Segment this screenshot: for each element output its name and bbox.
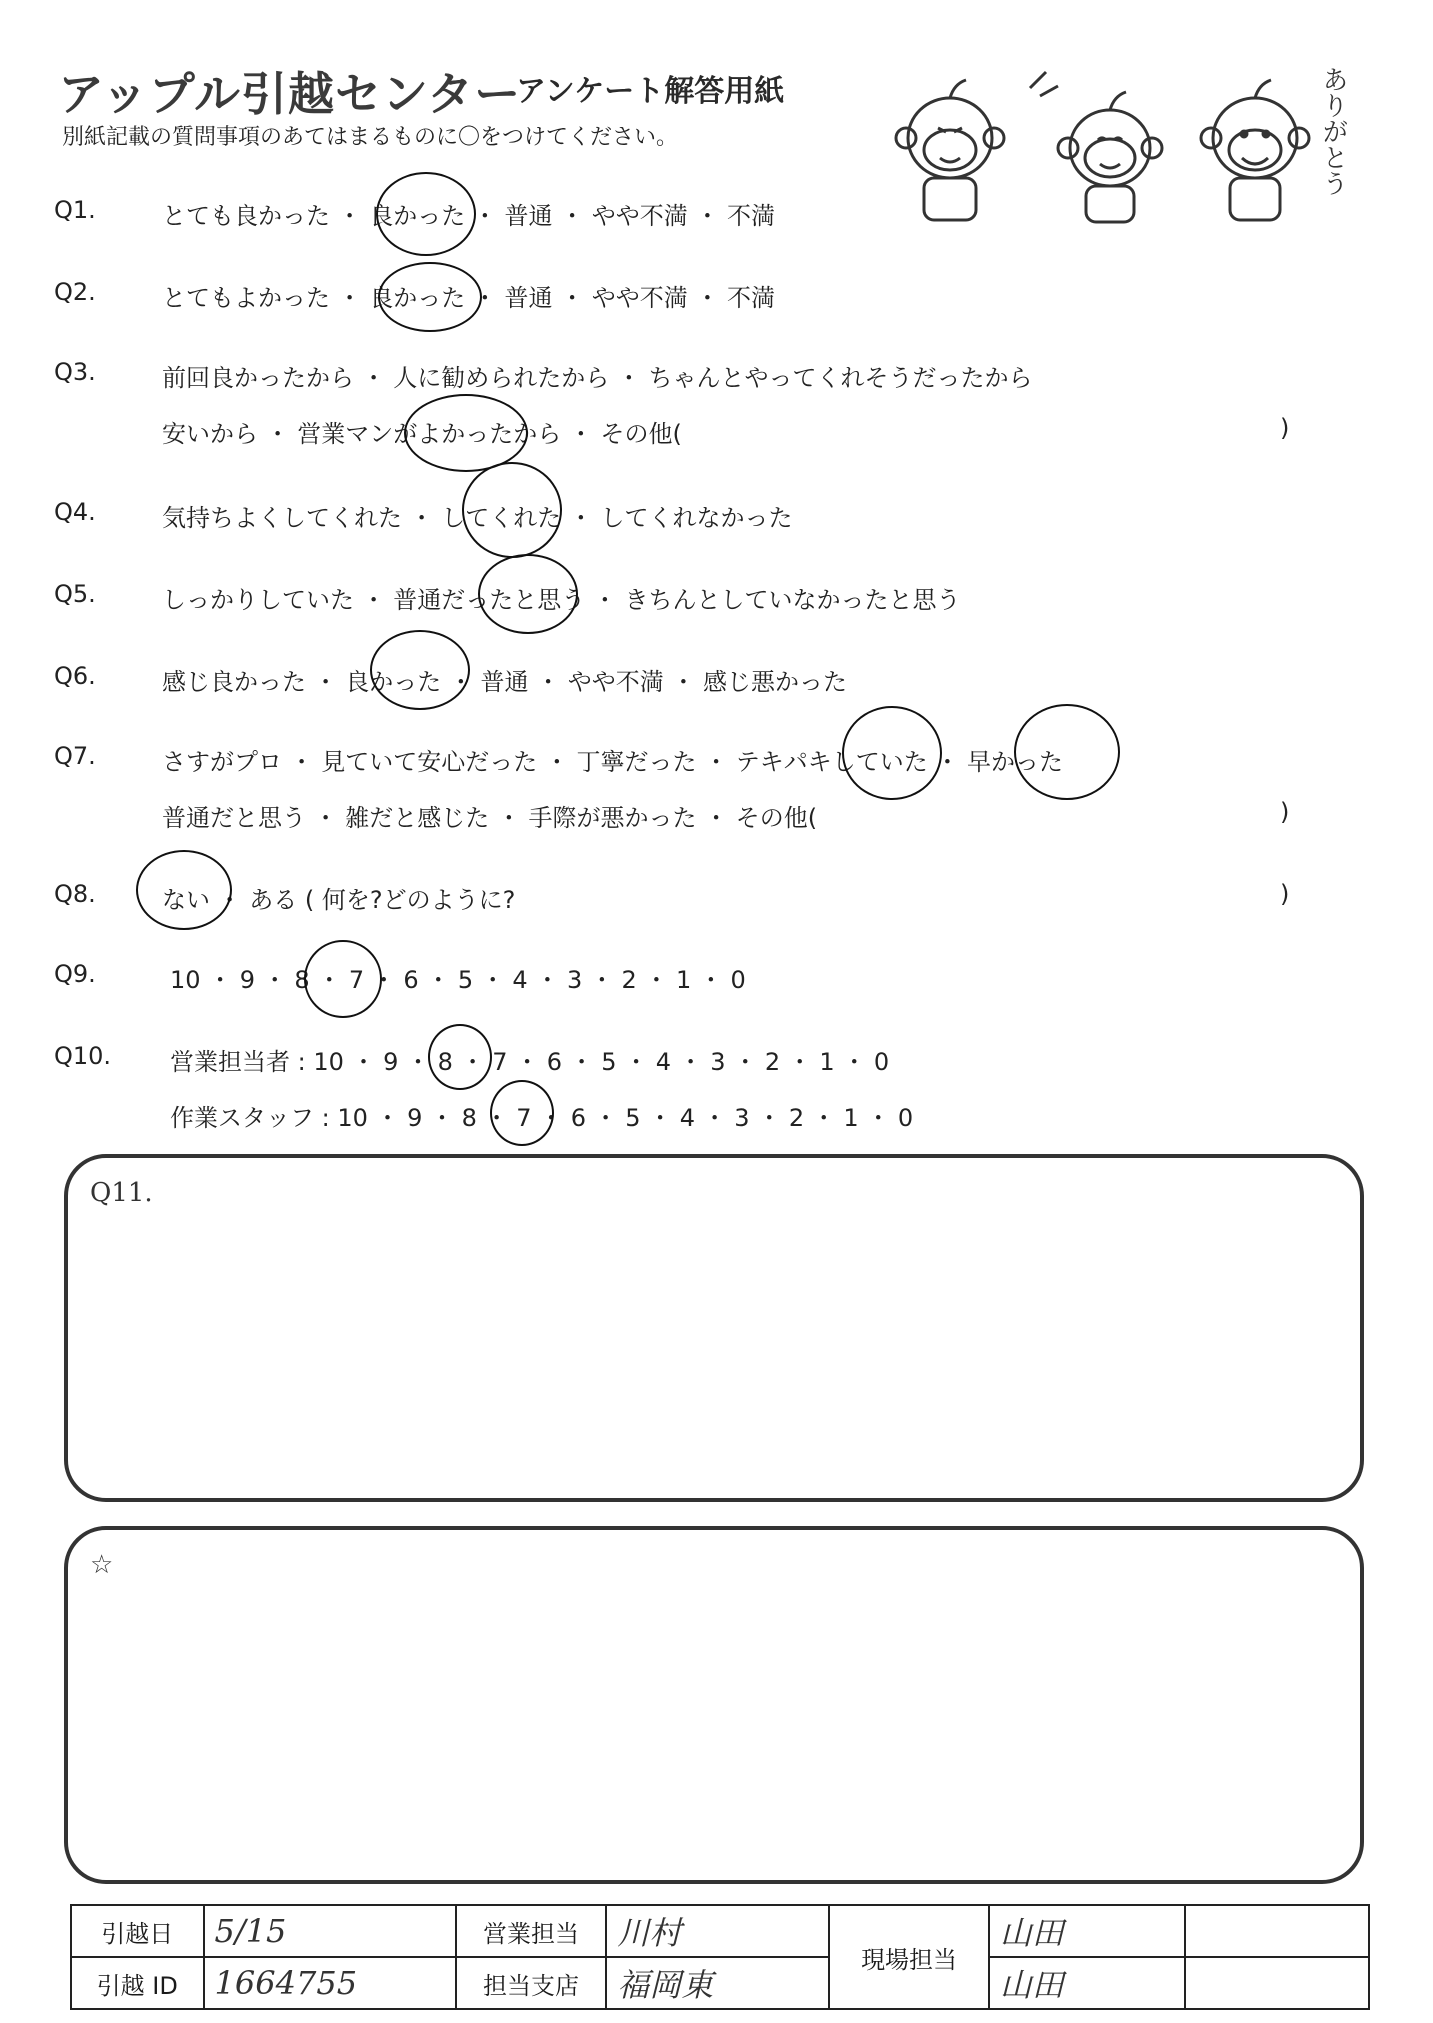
q11-comment-box[interactable] xyxy=(64,1154,1364,1502)
brand-name: アップル引越センター xyxy=(58,67,522,121)
answer-circle xyxy=(304,940,382,1018)
branch-value[interactable]: 福岡東 xyxy=(606,1957,829,2009)
question-options[interactable]: とてもよかった ・ 良かった ・ 普通 ・ やや不満 ・ 不満 xyxy=(162,284,776,312)
move-date-value[interactable]: 5/15 xyxy=(204,1905,456,1957)
question-4 xyxy=(0,498,1433,538)
answer-circle xyxy=(136,850,232,930)
question-3-line-2 xyxy=(0,414,1433,454)
sales-rep-value[interactable]: 川村 xyxy=(606,1905,829,1957)
question-5 xyxy=(0,580,1433,620)
question-10 xyxy=(0,1042,1433,1082)
move-date-label: 引越日 xyxy=(71,1905,204,1957)
close-paren: ) xyxy=(1280,414,1290,442)
star-icon: ☆ xyxy=(90,1550,114,1580)
question-number: Q2. xyxy=(54,278,96,306)
form-title: アンケート解答用紙 xyxy=(516,74,785,109)
site-staff-empty-2[interactable] xyxy=(1185,1957,1369,2009)
question-number: Q6. xyxy=(54,662,96,690)
close-paren: ) xyxy=(1280,880,1290,908)
answer-circle xyxy=(490,1080,554,1146)
question-number: Q5. xyxy=(54,580,96,608)
answer-circle xyxy=(1014,704,1120,800)
question-options[interactable]: しっかりしていた ・ 普通だったと思う ・ きちんとしていなかったと思う xyxy=(162,586,961,614)
question-6 xyxy=(0,662,1433,702)
staff-info-table xyxy=(70,1904,1370,2010)
star-comment-box[interactable] xyxy=(64,1526,1364,1884)
answer-circle xyxy=(428,1024,492,1090)
question-7 xyxy=(0,742,1433,782)
question-3 xyxy=(0,358,1433,398)
question-options[interactable]: 前回良かったから ・ 人に勧められたから ・ ちゃんとやってくれそうだったから xyxy=(162,364,1033,392)
question-options[interactable]: さすがプロ ・ 見ていて安心だった ・ 丁寧だった ・ テキパキしていた ・ 早かった xyxy=(162,748,1064,776)
mascot-caption: ありがとう xyxy=(1318,66,1348,196)
answer-circle xyxy=(370,630,470,710)
question-number: Q3. xyxy=(54,358,96,386)
question-number: Q7. xyxy=(54,742,96,770)
instruction-text: 別紙記載の質問事項のあてはまるものに〇をつけてください。 xyxy=(62,125,679,150)
answer-circle xyxy=(842,706,942,800)
move-id-label: 引越 ID xyxy=(71,1957,204,2009)
sales-rep-label: 営業担当 xyxy=(456,1905,606,1957)
question-options[interactable]: 感じ良かった ・ 良かった ・ 普通 ・ やや不満 ・ 感じ悪かった xyxy=(162,668,848,696)
answer-circle xyxy=(462,462,562,558)
question-options[interactable]: 作業スタッフ : 10 ・ 9 ・ 8 ・ 7 ・ 6 ・ 5 ・ 4 ・ 3 ・ 2 ・ 1 ・ 0 xyxy=(170,1104,914,1132)
question-number: Q8. xyxy=(54,880,96,908)
q11-label: Q11. xyxy=(90,1178,153,1208)
move-id-value[interactable]: 1664755 xyxy=(204,1957,456,2009)
question-options[interactable]: ない ・ ある ( 何を?どのように? xyxy=(162,886,516,914)
question-options[interactable]: 普通だと思う ・ 雑だと感じた ・ 手際が悪かった ・ その他( xyxy=(162,804,818,832)
question-options[interactable]: 10 ・ 9 ・ 8 ・ 7 ・ 6 ・ 5 ・ 4 ・ 3 ・ 2 ・ 1 ・ 0 xyxy=(170,966,746,994)
question-options[interactable]: 気持ちよくしてくれた ・ してくれた ・ してくれなかった xyxy=(162,504,793,532)
answer-circle xyxy=(378,262,482,332)
answer-circle xyxy=(404,394,528,472)
question-2 xyxy=(0,278,1433,318)
question-number: Q10. xyxy=(54,1042,112,1070)
question-options[interactable]: 営業担当者 : 10 ・ 9 ・ 8 ・ 7 ・ 6 ・ 5 ・ 4 ・ 3 ・ 2 ・ 1 ・ 0 xyxy=(170,1048,890,1076)
question-7-line-2 xyxy=(0,798,1433,838)
question-1 xyxy=(0,196,1433,236)
answer-circle xyxy=(478,554,578,634)
question-number: Q4. xyxy=(54,498,96,526)
site-staff-empty-1[interactable] xyxy=(1185,1905,1369,1957)
site-staff-value-2[interactable]: 山田 xyxy=(989,1957,1185,2009)
question-options[interactable]: 安いから ・ 営業マンがよかったから ・ その他( xyxy=(162,420,682,448)
branch-label: 担当支店 xyxy=(456,1957,606,2009)
close-paren: ) xyxy=(1280,798,1290,826)
question-9 xyxy=(0,960,1433,1000)
question-10-line-2 xyxy=(0,1098,1433,1138)
question-number: Q9. xyxy=(54,960,96,988)
question-options[interactable]: とても良かった ・ 良かった ・ 普通 ・ やや不満 ・ 不満 xyxy=(162,202,776,230)
site-staff-value-1[interactable]: 山田 xyxy=(989,1905,1185,1957)
question-number: Q1. xyxy=(54,196,96,224)
site-staff-label: 現場担当 xyxy=(829,1905,988,2009)
answer-circle xyxy=(376,172,476,256)
